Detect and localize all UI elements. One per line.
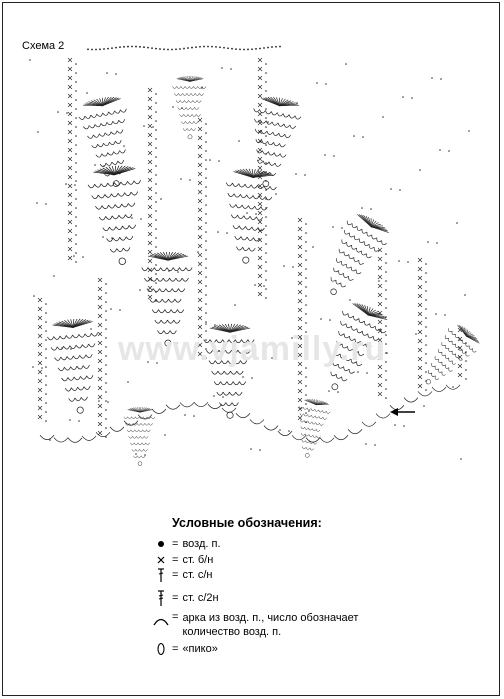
legend-item-arc: = арка из возд. п., число обозначает количество возд. п.: [152, 611, 358, 639]
legend-item-tc: = ст. с/2н: [152, 589, 219, 607]
scheme-title: Схема 2: [22, 40, 65, 52]
watermark: www.vjamilly.ru: [118, 330, 387, 368]
legend-item-dc: = ст. с/н: [152, 566, 213, 584]
picot-icon: [152, 640, 170, 658]
legend-item-sc: = ст. б/н: [152, 551, 213, 569]
dc-stitch-icon: [152, 566, 170, 584]
legend-item-chain: = возд. п.: [152, 535, 221, 553]
legend-title: Условные обозначения:: [172, 516, 322, 530]
left-arrow-icon: [390, 406, 416, 418]
arc-icon: [152, 611, 170, 629]
legend-item-picot: = «пико»: [152, 640, 218, 658]
tc-stitch-icon: [152, 589, 170, 607]
